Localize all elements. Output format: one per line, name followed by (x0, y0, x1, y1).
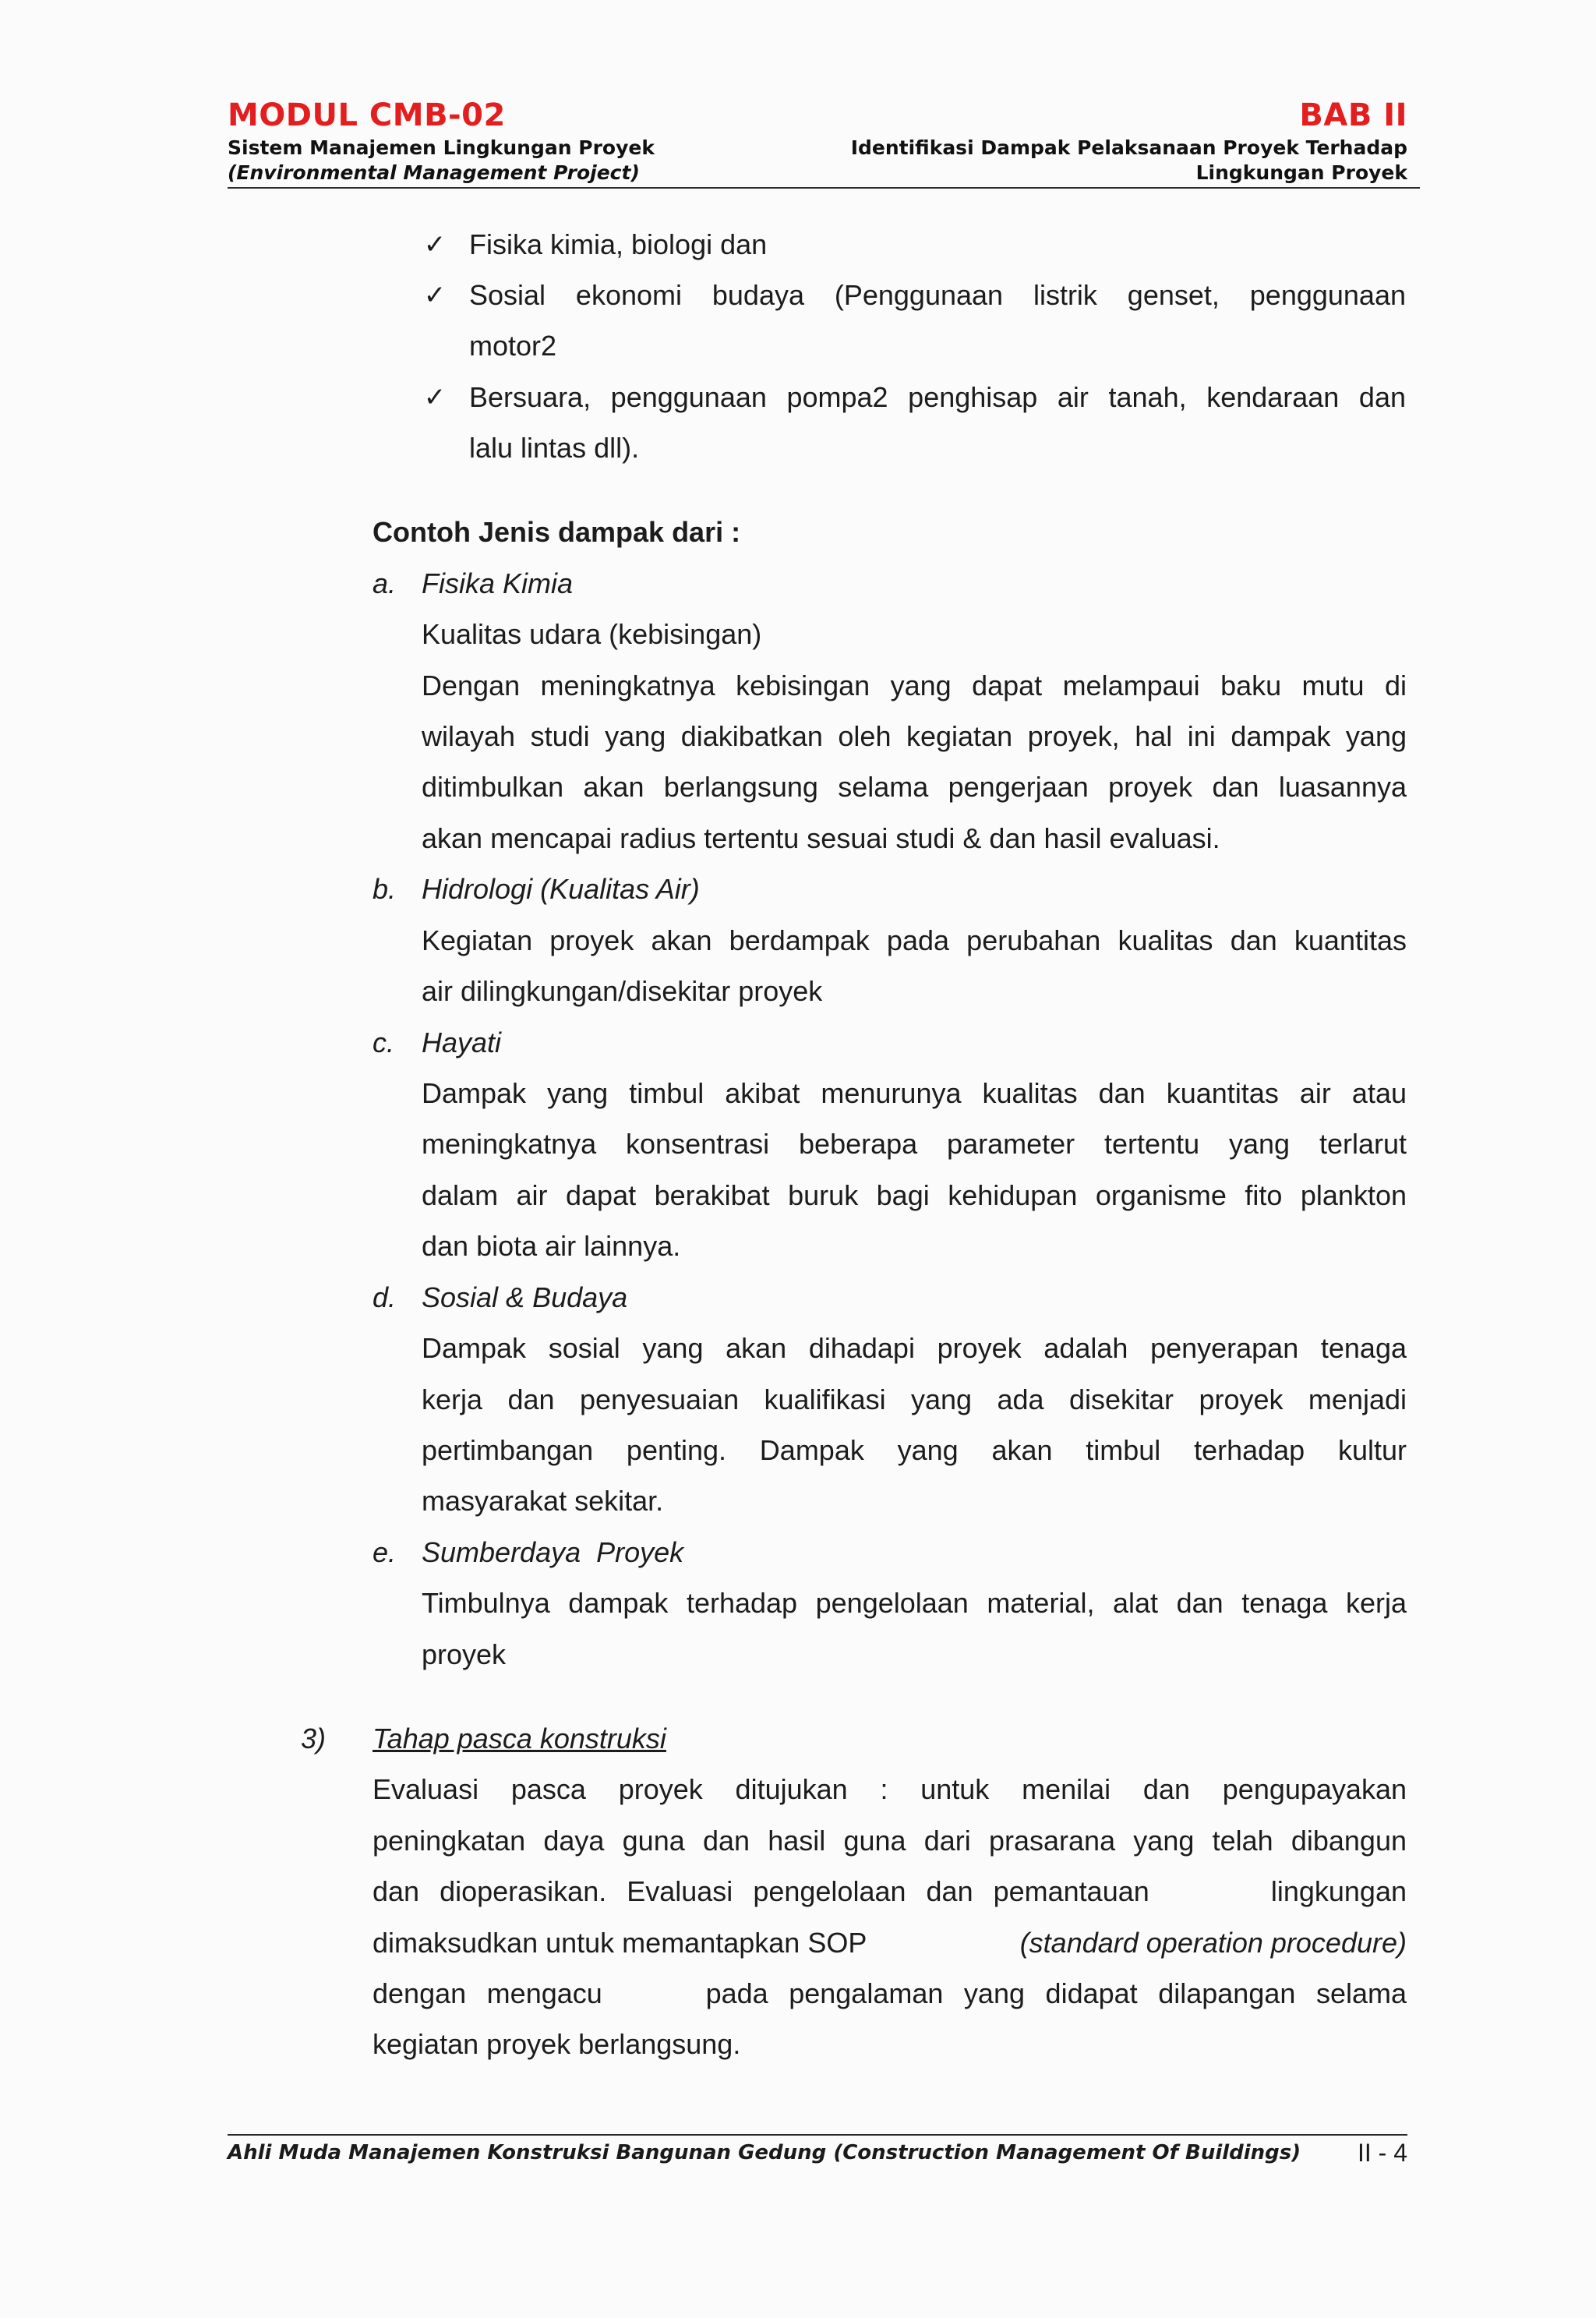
section-text: dimaksudkan untuk memantapkan SOP (373, 1927, 874, 1959)
item-subtitle: Kualitas udara (kebisingan) (422, 618, 762, 650)
item-text: meningkatnya konsentrasi beberapa parameter tertentu yang terlarut (422, 1128, 1407, 1160)
checklist-item: Sosial ekonomi budaya (Penggunaan listrik genset, penggunaan (469, 279, 1406, 311)
item-letter: e. (373, 1536, 397, 1568)
item-text: Dampak yang timbul akibat menurunya kualitas dan kuantitas air atau (422, 1077, 1407, 1109)
section-number: 3) (301, 1723, 327, 1754)
section-heading: Contoh Jenis dampak dari : (373, 516, 741, 548)
item-title: Fisika Kimia (422, 567, 574, 599)
module-code: MODUL CMB-02 (228, 97, 506, 133)
item-text: akan mencapai radius tertentu sesuai studi & dan hasil evaluasi. (422, 822, 1220, 854)
item-letter: b. (373, 873, 397, 905)
checklist-item-cont: lalu lintas dll). (469, 432, 640, 464)
item-text: Dampak sosial yang akan dihadapi proyek adalah penyerapan tenaga (422, 1332, 1407, 1364)
header-chapter-title-cont: Lingkungan Proyek (1195, 161, 1407, 184)
checkmark-icon: ✓ (423, 382, 447, 413)
item-letter: c. (373, 1026, 395, 1058)
checklist-item: Bersuara, penggunaan pompa2 penghisap air tanah, kendaraan dan (469, 381, 1406, 413)
footer-text: Ahli Muda Manajemen Konstruksi Bangunan Gedung (Construction Management Of Buildings) (228, 2141, 1301, 2164)
header-rule (228, 187, 1420, 189)
header-subtitle: Sistem Manajemen Lingkungan Proyek (228, 136, 655, 159)
item-text: proyek (422, 1638, 507, 1670)
checklist-item-cont: motor2 (469, 330, 557, 362)
section-text: kegiatan proyek berlangsung. (373, 2028, 741, 2060)
checklist-item: Fisika kimia, biologi dan (469, 228, 768, 260)
section-title: Tahap pasca konstruksi (373, 1723, 666, 1754)
item-letter: d. (373, 1281, 397, 1313)
item-letter: a. (373, 567, 397, 599)
sop-definition: (standard operation procedure) (1019, 1927, 1407, 1959)
item-text: pertimbangan penting. Dampak yang akan timbul terhadap kultur (422, 1434, 1407, 1466)
checkmark-icon: ✓ (423, 229, 447, 260)
header-subtitle-english: (Environmental Management Project) (228, 161, 640, 184)
item-text: wilayah studi yang diakibatkan oleh kegiatan proyek, hal ini dampak yang (422, 720, 1407, 752)
item-text: dan biota air lainnya. (422, 1230, 681, 1262)
section-text: dengan mengacu pada pengalaman yang didapat dilapangan selama (373, 1977, 1407, 2009)
header-chapter-title: Identifikasi Dampak Pelaksanaan Proyek Terhadap (850, 136, 1407, 159)
section-text: dan dioperasikan. Evaluasi pengelolaan dan pemantauan lingkungan (373, 1875, 1407, 1907)
footer-rule (228, 2134, 1407, 2136)
item-text: Kegiatan proyek akan berdampak pada perubahan kualitas dan kuantitas (422, 924, 1407, 956)
item-title: Hidrologi (Kualitas Air) (422, 873, 700, 905)
section-text-line (373, 1926, 1407, 1960)
section-text: Evaluasi pasca proyek ditujukan : untuk menilai dan pengupayakan (373, 1773, 1407, 1805)
chapter-label: BAB II (1299, 97, 1407, 133)
item-text: masyarakat sekitar. (422, 1485, 664, 1517)
item-title: Sosial & Budaya (422, 1281, 628, 1313)
item-text: kerja dan penyesuaian kualifikasi yang ada disekitar proyek menjadi (422, 1383, 1407, 1415)
page-number: II - 4 (1357, 2139, 1407, 2167)
item-title: Hayati (422, 1026, 502, 1058)
item-text: ditimbulkan akan berlangsung selama pengerjaan proyek dan luasannya (422, 771, 1407, 803)
section-text: peningkatan daya guna dan hasil guna dari prasarana yang telah dibangun (373, 1825, 1407, 1857)
item-text: Dengan meningkatnya kebisingan yang dapat melampaui baku mutu di (422, 670, 1407, 701)
checkmark-icon: ✓ (423, 280, 447, 311)
item-text: Timbulnya dampak terhadap pengelolaan material, alat dan tenaga kerja (422, 1587, 1407, 1619)
item-text: dalam air dapat berakibat buruk bagi kehidupan organisme fito plankton (422, 1179, 1407, 1211)
item-text: air dilingkungan/disekitar proyek (422, 975, 823, 1007)
item-title: Sumberdaya Proyek (422, 1536, 684, 1568)
